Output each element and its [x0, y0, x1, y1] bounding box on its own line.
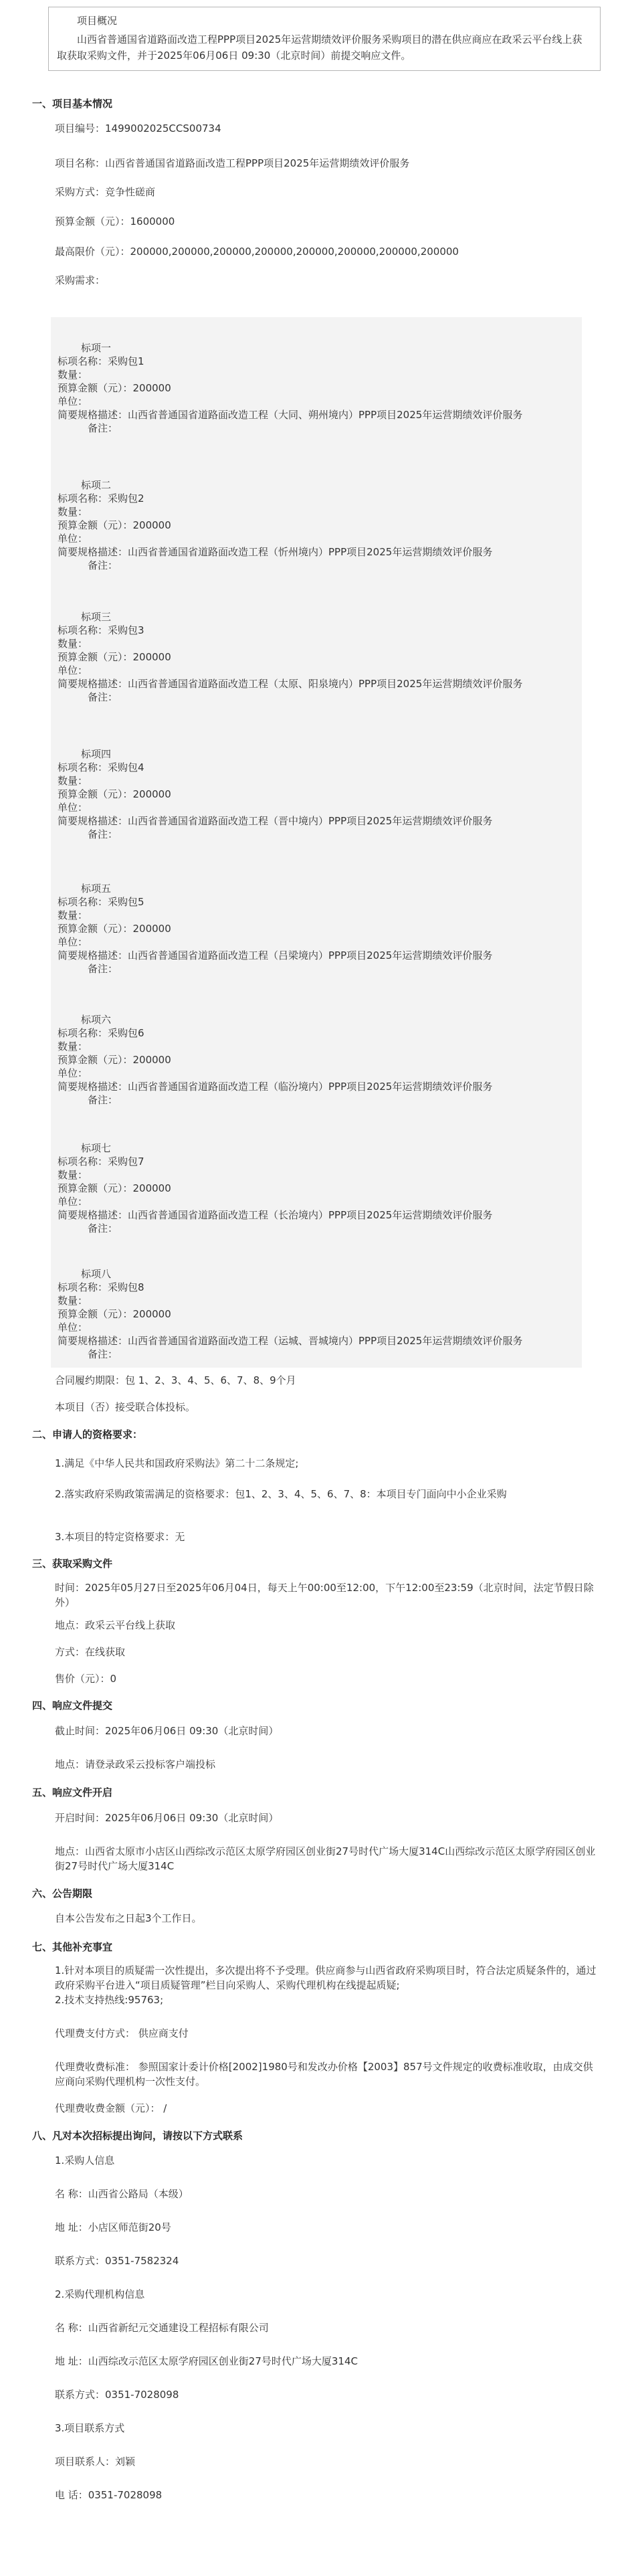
lot-unit: 单位：	[58, 1196, 88, 1208]
lot-head: 标项一	[81, 342, 112, 354]
lot-head: 标项五	[81, 883, 112, 895]
lot-description: 简要规格描述：山西省普通国省道路面改造工程（运城、晋城境内）PPP项目2025年运营期绩效评价服务	[58, 1335, 523, 1347]
lot-quantity: 数量：	[58, 775, 88, 787]
lot-budget: 预算金额（元）：200000	[58, 923, 171, 935]
supplementary-text-2: 2.技术支持热线:95763;	[55, 1994, 164, 2006]
lot-unit: 单位：	[58, 395, 88, 407]
agency-fee-standard: 代理费收费标准： 参照国家计委计价格[2002]1980号和发改办价格【2003】857号文件规定的收费标准收取，由成交供应商向采购代理机构一次性支付。	[55, 2061, 593, 2088]
lot-name: 标项名称：采购包5	[58, 896, 144, 908]
obtain-place: 地点：政采云平台线上获取	[55, 1619, 176, 1631]
announcement-period: 自本公告发布之日起3个工作日。	[55, 1912, 202, 1924]
agent-name: 名 称：山西省新纪元交通建设工程招标有限公司	[55, 2322, 269, 2334]
lot-note: 备注：	[88, 1094, 118, 1106]
lot-note: 备注：	[88, 691, 118, 703]
lot-quantity: 数量：	[58, 1295, 88, 1307]
lot-description: 简要规格描述：山西省普通国省道路面改造工程（忻州境内）PPP项目2025年运营期绩效评价服务	[58, 546, 493, 558]
lot-quantity: 数量：	[58, 506, 88, 518]
lot-name: 标项名称：采购包4	[58, 761, 144, 773]
buyer-address: 地 址：小店区师范街20号	[55, 2221, 171, 2233]
qualification-item-3: 3.本项目的特定资格要求：无	[55, 1531, 185, 1543]
lot-unit: 单位：	[58, 1067, 88, 1079]
section-title-obtain-documents: 三、获取采购文件	[32, 1558, 113, 1570]
lot-budget: 预算金额（元）：200000	[58, 1054, 171, 1066]
lot-item	[51, 341, 582, 435]
lot-item	[51, 1013, 582, 1107]
lot-head: 标项六	[81, 1014, 112, 1026]
opening-time: 开启时间：2025年06月06日 09:30（北京时间）	[55, 1812, 279, 1824]
opening-place: 地点：山西省太原市小店区山西综改示范区太原学府园区创业街27号时代广场大厦314C山西综改示范区太原学府园区创业街27号时代广场大厦314C	[55, 1845, 596, 1872]
lot-head: 标项二	[81, 479, 112, 491]
qualification-item-1: 1.满足《中华人民共和国政府采购法》第二十二条规定;	[55, 1457, 299, 1469]
agency-fee-payment: 代理费支付方式： 供应商支付	[55, 2027, 189, 2039]
lot-name: 标项名称：采购包7	[58, 1156, 144, 1168]
overview-text: 山西省普通国省道路面改造工程PPP项目2025年运营期绩效评价服务采购项目的潜在供应商应在政采云平台线上获取获取采购文件，并于2025年06月06日 09:30（北京时间）前提交响应文件。	[57, 33, 583, 62]
lot-item	[51, 882, 582, 976]
lot-head: 标项四	[81, 748, 112, 760]
lot-item	[51, 610, 582, 704]
lot-item	[51, 747, 582, 841]
supplementary-text-1: 1.针对本项目的质疑需一次性提出，多次提出将不予受理。供应商参与山西省政府采购项目时，符合法定质疑条件的，通过政府采购平台进入“项目质疑管理”栏目向采购人、采购代理机构在线提起质疑;	[55, 1964, 597, 1991]
lot-unit: 单位：	[58, 533, 88, 545]
lot-name: 标项名称：采购包8	[58, 1281, 144, 1293]
lot-quantity: 数量：	[58, 638, 88, 650]
lot-note: 备注：	[88, 963, 118, 975]
lot-description: 简要规格描述：山西省普通国省道路面改造工程（晋中境内）PPP项目2025年运营期绩效评价服务	[58, 815, 493, 827]
section-title-opening: 五、响应文件开启	[32, 1786, 113, 1799]
lot-description: 简要规格描述：山西省普通国省道路面改造工程（大同、朔州境内）PPP项目2025年运营期绩效评价服务	[58, 409, 523, 421]
lot-budget: 预算金额（元）：200000	[58, 788, 171, 800]
lot-quantity: 数量：	[58, 909, 88, 921]
project-contact-heading: 3.项目联系方式	[55, 2422, 125, 2434]
section-title-basic-info: 一、项目基本情况	[32, 98, 113, 110]
lot-head: 标项八	[81, 1268, 112, 1280]
lot-item	[51, 1141, 582, 1235]
lot-name: 标项名称：采购包2	[58, 492, 144, 504]
lot-note: 备注：	[88, 828, 118, 840]
project-name: 项目名称：山西省普通国省道路面改造工程PPP项目2025年运营期绩效评价服务	[55, 157, 410, 169]
section-title-submission: 四、响应文件提交	[32, 1699, 113, 1712]
lot-quantity: 数量：	[58, 1169, 88, 1181]
project-overview-box	[48, 7, 601, 71]
submission-deadline: 截止时间：2025年06月06日 09:30（北京时间）	[55, 1725, 279, 1737]
lot-unit: 单位：	[58, 936, 88, 948]
project-contact-person: 项目联系人：刘颖	[55, 2456, 136, 2468]
lot-description: 简要规格描述：山西省普通国省道路面改造工程（长治境内）PPP项目2025年运营期绩效评价服务	[58, 1209, 493, 1221]
lot-item	[51, 1267, 582, 1361]
buyer-name: 名 称：山西省公路局（本级）	[55, 2188, 189, 2200]
lot-budget: 预算金额（元）：200000	[58, 651, 171, 663]
lot-note: 备注：	[88, 559, 118, 571]
lot-description: 简要规格描述：山西省普通国省道路面改造工程（临汾境内）PPP项目2025年运营期绩效评价服务	[58, 1081, 493, 1093]
overview-title: 项目概况	[77, 15, 118, 27]
contract-period: 合同履约期限：包 1、2、3、4、5、6、7、8、9个月	[55, 1374, 296, 1386]
lot-unit: 单位：	[58, 802, 88, 814]
lot-budget: 预算金额（元）：200000	[58, 1182, 171, 1194]
lot-item	[51, 478, 582, 572]
agent-info-heading: 2.采购代理机构信息	[55, 2288, 145, 2300]
lot-quantity: 数量：	[58, 1040, 88, 1052]
agent-address: 地 址：山西综改示范区太原学府园区创业街27号时代广场大厦314C	[55, 2355, 358, 2367]
procurement-demand-label: 采购需求：	[55, 274, 106, 286]
document-price: 售价（元）：0	[55, 1673, 117, 1685]
lot-head: 标项三	[81, 611, 112, 623]
lot-unit: 单位：	[58, 664, 88, 676]
max-price: 最高限价（元）：200000,200000,200000,200000,200000,200000,200000,200000	[55, 246, 459, 258]
lot-note: 备注：	[88, 1348, 118, 1360]
lot-name: 标项名称：采购包1	[58, 355, 144, 367]
obtain-method: 方式：在线获取	[55, 1646, 126, 1658]
section-title-announcement-period: 六、公告期限	[32, 1888, 93, 1900]
lot-unit: 单位：	[58, 1321, 88, 1333]
submission-place: 地点：请登录政采云投标客户端投标	[55, 1758, 216, 1770]
lot-description: 简要规格描述：山西省普通国省道路面改造工程（太原、阳泉境内）PPP项目2025年运营期绩效评价服务	[58, 678, 523, 690]
agent-phone: 联系方式：0351-7028098	[55, 2389, 179, 2401]
qualification-item-2: 2.落实政府采购政策需满足的资格要求：包1、2、3、4、5、6、7、8：本项目专门面向中小企业采购	[55, 1488, 507, 1500]
lot-name: 标项名称：采购包6	[58, 1027, 144, 1039]
budget-amount: 预算金额（元）：1600000	[55, 215, 175, 227]
agency-fee-amount: 代理费收费金额（元）： /	[55, 2102, 167, 2114]
consortium-note: 本项目（否）接受联合体投标。	[55, 1401, 196, 1413]
section-title-contact: 八、凡对本次招标提出询问，请按以下方式联系	[32, 2130, 243, 2142]
lot-description: 简要规格描述：山西省普通国省道路面改造工程（吕梁境内）PPP项目2025年运营期绩效评价服务	[58, 949, 493, 961]
procurement-method: 采购方式：竞争性磋商	[55, 186, 156, 198]
project-number: 项目编号：1499002025CCS00734	[55, 122, 221, 134]
lot-budget: 预算金额（元）：200000	[58, 519, 171, 531]
lot-budget: 预算金额（元）：200000	[58, 1308, 171, 1320]
lot-head: 标项七	[81, 1142, 112, 1154]
lot-note: 备注：	[88, 1222, 118, 1234]
buyer-phone: 联系方式：0351-7582324	[55, 2255, 179, 2267]
lot-budget: 预算金额（元）：200000	[58, 382, 171, 394]
buyer-info-heading: 1.采购人信息	[55, 2154, 115, 2167]
lot-note: 备注：	[88, 422, 118, 434]
lot-quantity: 数量：	[58, 369, 88, 381]
obtain-time: 时间：2025年05月27日至2025年06月04日，每天上午00:00至12:00，下午12:00至23:59（北京时间，法定节假日除外）	[55, 1582, 594, 1608]
section-title-supplementary: 七、其他补充事宜	[32, 1941, 113, 1953]
project-contact-phone: 电 话：0351-7028098	[55, 2489, 163, 2501]
section-title-qualifications: 二、申请人的资格要求：	[32, 1429, 143, 1441]
lot-name: 标项名称：采购包3	[58, 624, 144, 636]
